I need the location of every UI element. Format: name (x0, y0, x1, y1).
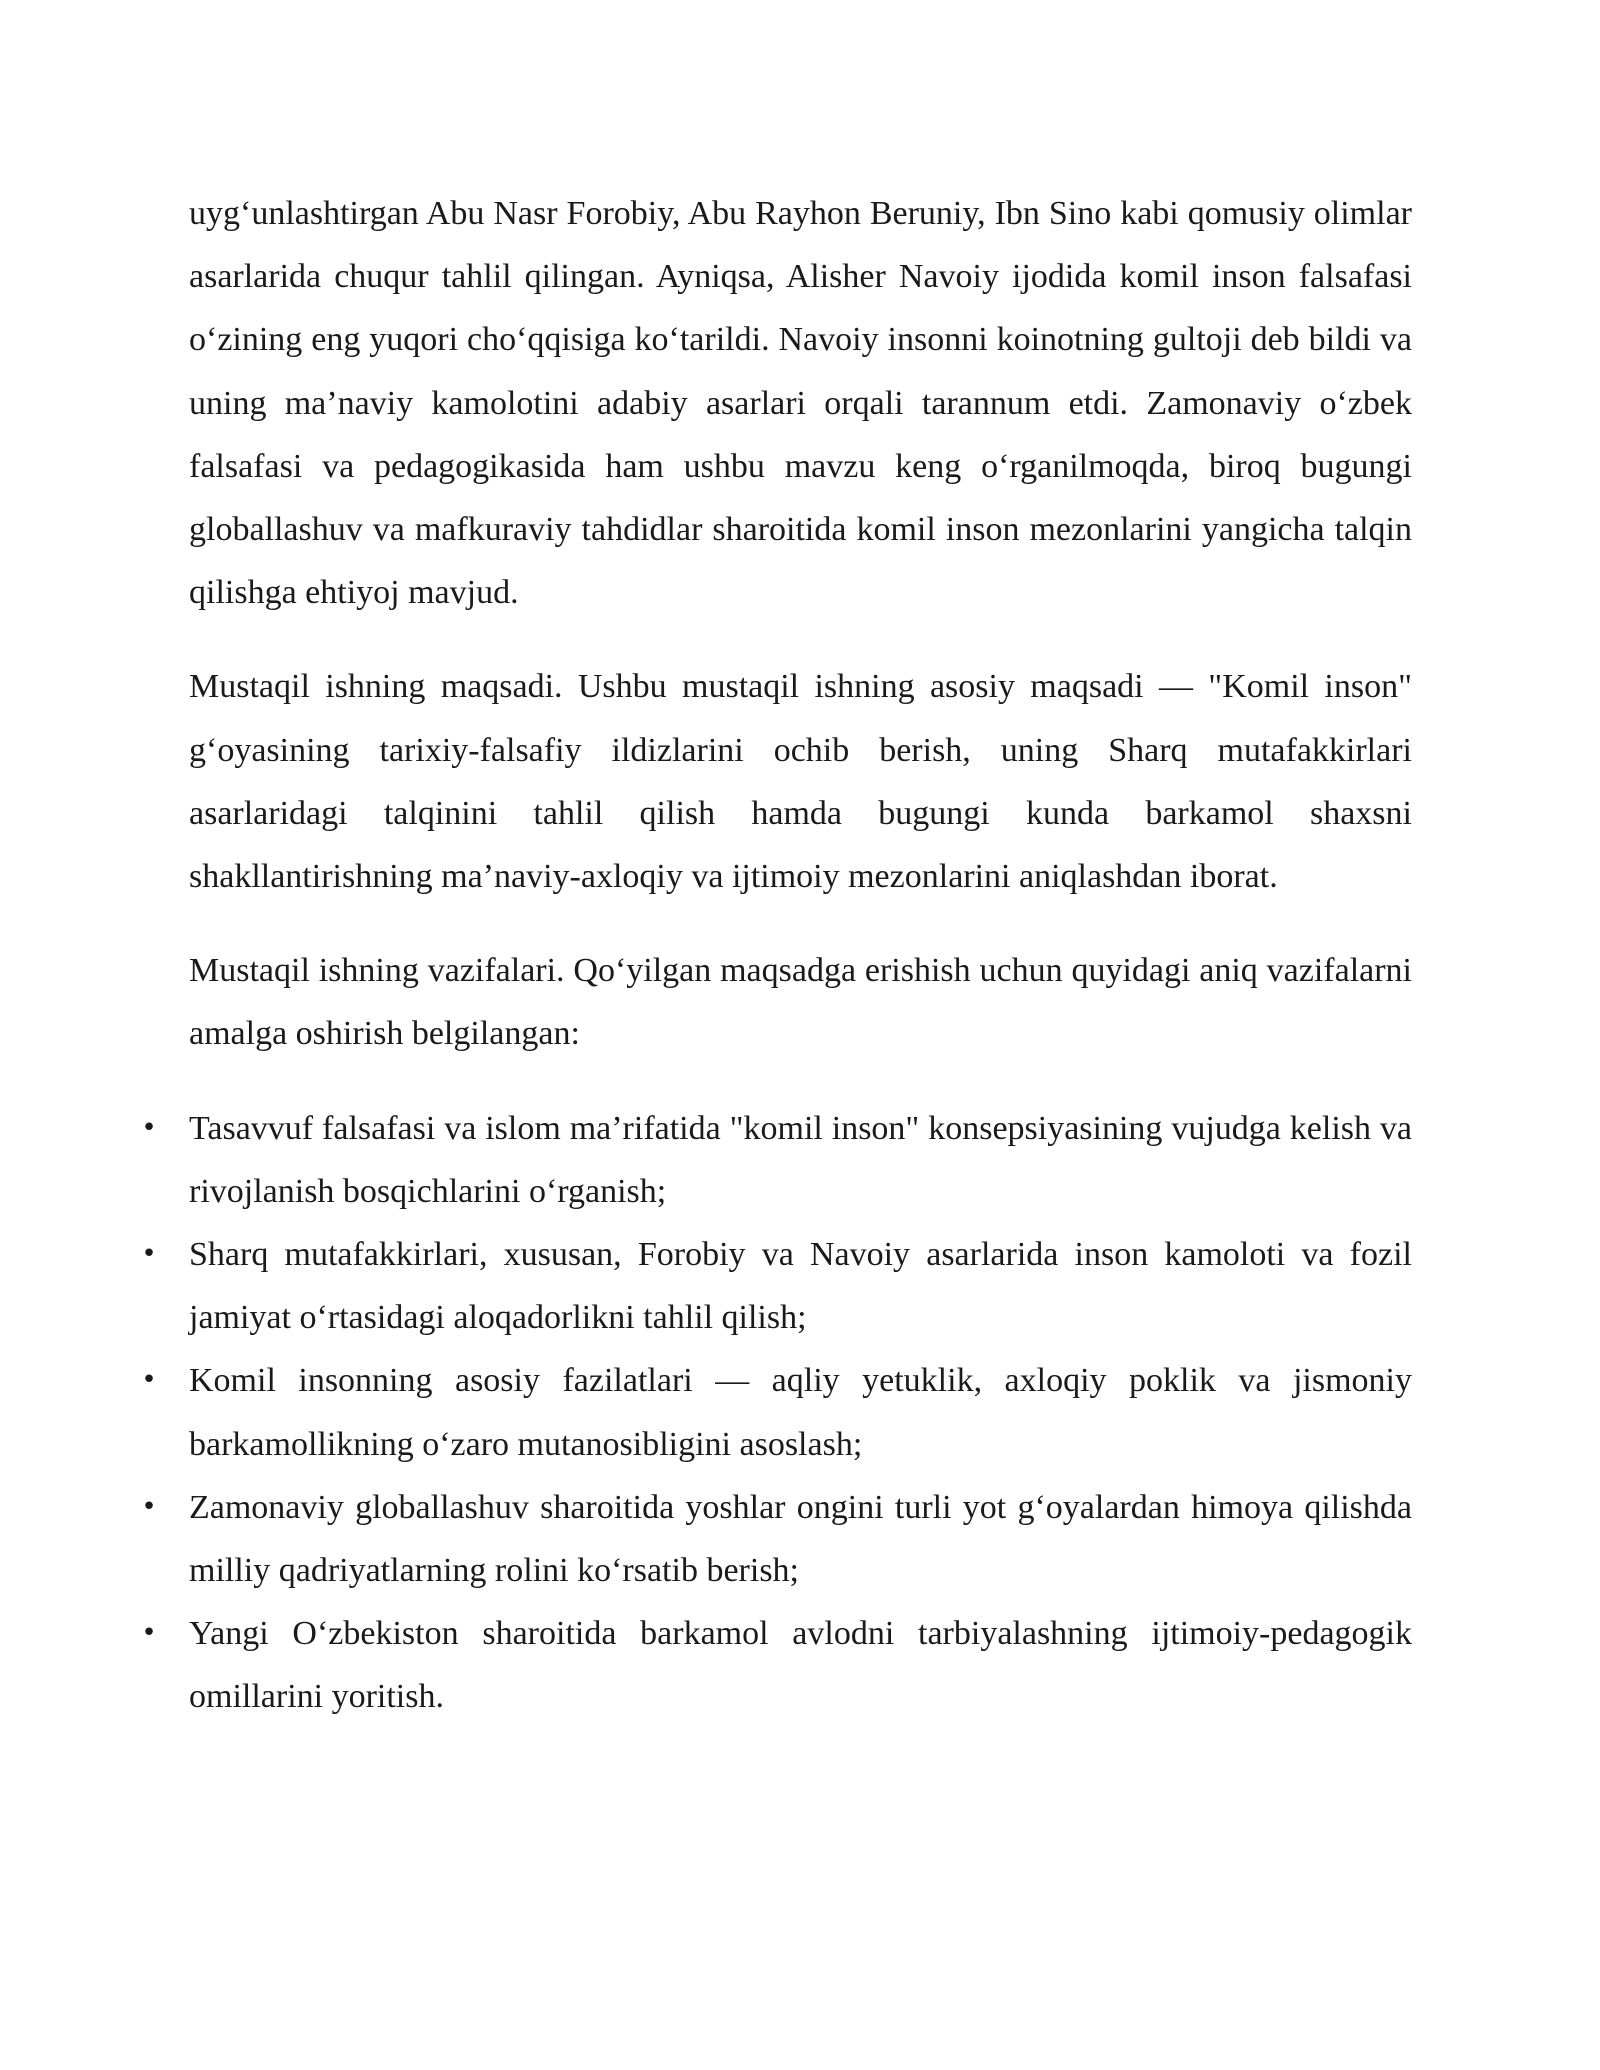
document-body (141, 182, 1412, 1729)
list-item-text: Tasavvuf falsafasi va islom ma’rifatida "komil inson" konsepsiyasining vujudga kelish va rivojlanish bosqichlarini o‘rganish; (189, 1109, 1412, 1210)
bullet-icon: • (141, 1112, 157, 1143)
bullet-icon: • (141, 1365, 157, 1396)
list-item (141, 1223, 1412, 1349)
list-item (141, 1349, 1412, 1475)
intro-paragraph: uyg‘unlashtirgan Abu Nasr Forobiy, Abu Rayhon Beruniy, Ibn Sino kabi qomusiy olimlar asarlarida chuqur tahlil qilingan. Ayniqsa, Alisher Navoiy ijodida komil inson falsafasi o‘zining eng yuqori cho‘qqisiga ko‘tarildi. Navoiy insonni koinotning gultoji deb bildi va uning ma’naviy kamolotini adabiy asarlari orqali tarannum etdi. Zamonaviy o‘zbek falsafasi va pedagogikasida ham ushbu mavzu keng o‘rganilmoqda, biroq bugungi globallashuv va mafkuraviy tahdidlar sharoitida komil inson mezonlarini yangicha talqin qilishga ehtiyoj mavjud. (189, 195, 1412, 612)
tasks-list (141, 1097, 1412, 1729)
list-item (141, 1097, 1412, 1223)
bullet-icon: • (141, 1491, 157, 1522)
list-item-text: Komil insonning asosiy fazilatlari — aqliy yetuklik, axloqiy poklik va jismoniy barkamollikning o‘zaro mutanosibligini asoslash; (189, 1362, 1412, 1463)
bullet-icon: • (141, 1618, 157, 1649)
list-item (141, 1476, 1412, 1602)
bullet-icon: • (141, 1239, 157, 1270)
list-item (141, 1602, 1412, 1728)
list-item-text: Yangi O‘zbekiston sharoitida barkamol avlodni tarbiyalashning ijtimoiy-pedagogik omillarini yoritish. (189, 1615, 1412, 1716)
purpose-paragraph: Mustaqil ishning maqsadi. Ushbu mustaqil ishning asosiy maqsadi — "Komil inson" g‘oyasining tarixiy-falsafiy ildizlarini ochib berish, uning Sharq mutafakkirlari asarlaridagi talqinini tahlil qilish hamda bugungi kunda barkamol shaxsni shakllantirishning ma’naviy-axloqiy va ijtimoiy mezonlarini aniqlashdan iborat. (189, 668, 1412, 896)
list-item-text: Zamonaviy globallashuv sharoitida yoshlar ongini turli yot g‘oyalardan himoya qilishda milliy qadriyatlarning rolini ko‘rsatib berish; (189, 1488, 1412, 1590)
tasks-intro-paragraph: Mustaqil ishning vazifalari. Qo‘yilgan maqsadga erishish uchun quyidagi aniq vazifalarni amalga oshirish belgilangan: (189, 952, 1412, 1053)
list-item-text: Sharq mutafakkirlari, xususan, Forobiy va Navoiy asarlarida inson kamoloti va fozil jamiyat o‘rtasidagi aloqadorlikni tahlil qilish; (189, 1236, 1412, 1337)
